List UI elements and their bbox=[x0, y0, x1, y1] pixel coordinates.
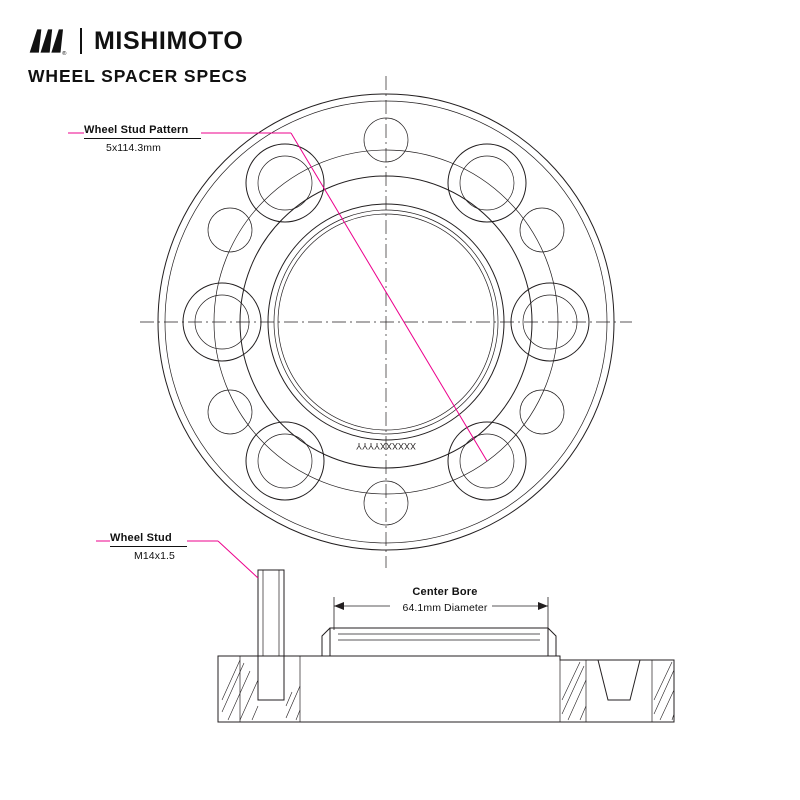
brand-name: MISHIMOTO bbox=[94, 26, 244, 55]
callout-title: Center Bore bbox=[412, 586, 478, 598]
callout-value: 64.1mm Diameter bbox=[402, 602, 488, 614]
page-title: WHEEL SPACER SPECS bbox=[28, 66, 248, 86]
section-hatch-left bbox=[222, 660, 300, 720]
callout-value: 5x114.3mm bbox=[106, 142, 161, 154]
callout-title: Wheel Stud Pattern bbox=[84, 124, 189, 136]
etched-part-number: XXXXXXYYYY bbox=[355, 441, 417, 451]
wheel-spacer-front-view bbox=[140, 76, 632, 568]
callout-value: M14x1.5 bbox=[134, 550, 175, 562]
callout-title: Wheel Stud bbox=[110, 532, 172, 544]
leader-wheel-stud bbox=[96, 541, 258, 578]
dimension-center-bore bbox=[334, 597, 548, 630]
wheel-spacer-section-view bbox=[218, 570, 674, 722]
registered-mark: ® bbox=[62, 51, 67, 58]
leader-wheel-stud-pattern bbox=[68, 133, 487, 461]
section-hatch-right bbox=[562, 662, 674, 720]
